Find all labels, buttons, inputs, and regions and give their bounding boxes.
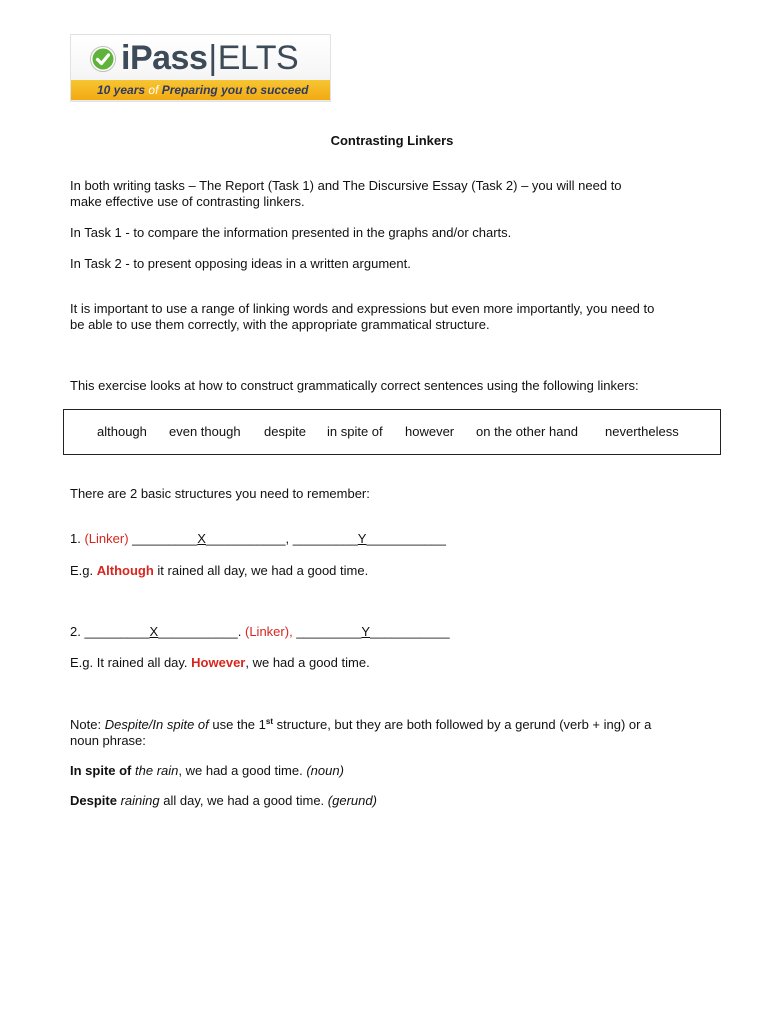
note-line-2: noun phrase: bbox=[70, 733, 146, 748]
note-line-1: Note: Despite/In spite of use the 1st structure, but they are both followed by a gerund (verb + ing) or a bbox=[70, 717, 652, 732]
task2-text: In Task 2 - to present opposing ideas in a written argument. bbox=[70, 256, 411, 271]
linker-item: nevertheless bbox=[605, 424, 679, 439]
linker-item: on the other hand bbox=[476, 424, 578, 439]
linker-item: in spite of bbox=[327, 424, 383, 439]
linker-item: however bbox=[405, 424, 455, 439]
structure-2: 2. _________X___________. (Linker), _________Y___________ bbox=[70, 624, 450, 639]
important-line-1: It is important to use a range of linking words and expressions but even more importantly, you need to bbox=[70, 301, 655, 316]
intro-line-2: make effective use of contrasting linkers. bbox=[70, 194, 305, 209]
linkers-box bbox=[63, 409, 721, 455]
ipass-ielts-logo bbox=[70, 34, 331, 102]
checkmark-badge-icon bbox=[90, 46, 116, 72]
logo-tagline: 10 years of Preparing you to succeed bbox=[71, 80, 330, 100]
example-2: E.g. It rained all day. However, we had a good time. bbox=[70, 655, 370, 670]
page-title: Contrasting Linkers bbox=[330, 133, 454, 148]
linker-item: although bbox=[97, 424, 147, 439]
example-4: Despite raining all day, we had a good time. (gerund) bbox=[70, 793, 377, 808]
structures-intro: There are 2 basic structures you need to remember: bbox=[70, 486, 370, 501]
logo-wordmark: iPass|ELTS bbox=[121, 39, 299, 77]
important-line-2: be able to use them correctly, with the appropriate grammatical structure. bbox=[70, 317, 490, 332]
example-1: E.g. Although it rained all day, we had a good time. bbox=[70, 563, 369, 578]
structure-1: 1. (Linker) _________X___________, _________Y___________ bbox=[70, 531, 446, 546]
example-3: In spite of the rain, we had a good time. (noun) bbox=[70, 763, 344, 778]
linker-item: even though bbox=[169, 424, 241, 439]
exercise-text: This exercise looks at how to construct grammatically correct sentences using the following linkers: bbox=[70, 378, 639, 393]
task1-text: In Task 1 - to compare the information presented in the graphs and/or charts. bbox=[70, 225, 512, 240]
intro-line-1: In both writing tasks – The Report (Task 1) and The Discursive Essay (Task 2) – you will need to bbox=[70, 178, 622, 193]
linker-item: despite bbox=[264, 424, 306, 439]
